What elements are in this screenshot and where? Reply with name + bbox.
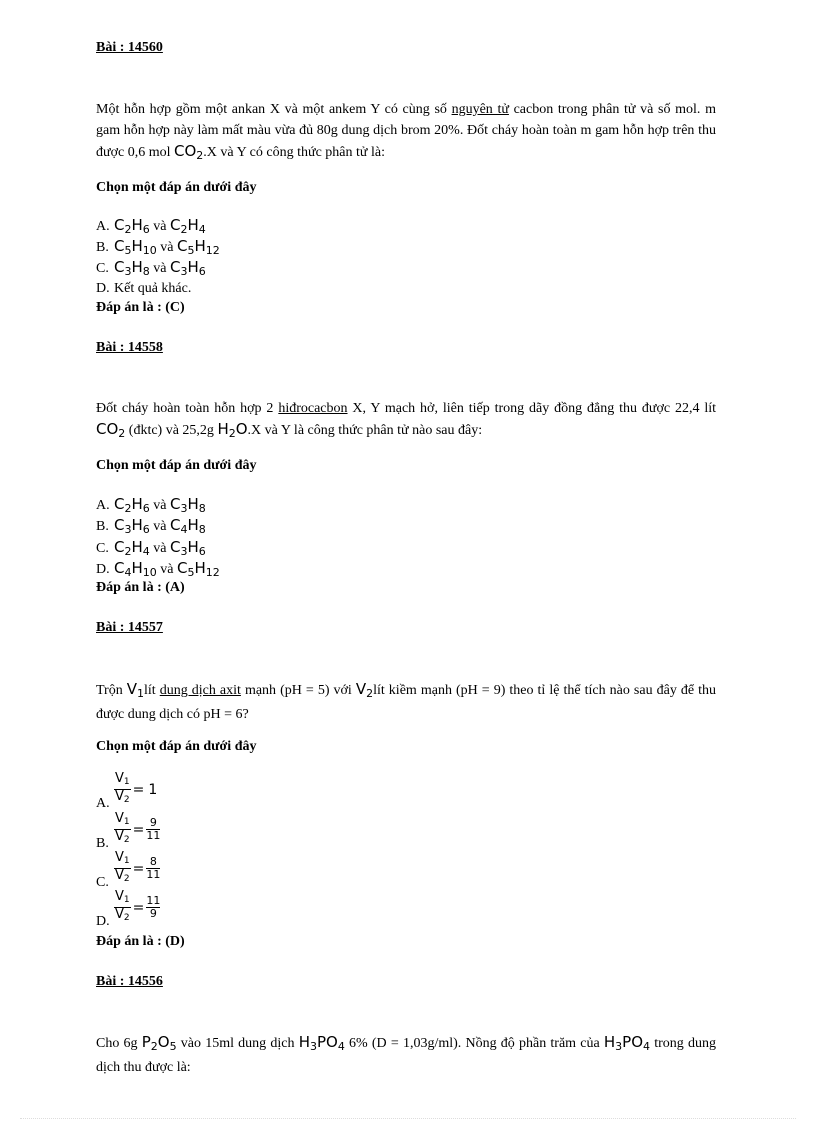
option-c[interactable]: C. $C_2H_4$ và $C_3H_6$ (96, 538, 206, 558)
answer-text: Đáp án là : (D) (96, 934, 185, 949)
option-b[interactable]: B. $C_5H_{10}$ và $C_5H_{12}$ (96, 237, 220, 257)
problem-heading: Bài : 14558 (96, 340, 163, 355)
choose-prompt: Chọn một đáp án dưới đây (96, 458, 257, 473)
answer-text: Đáp án là : (C) (96, 300, 185, 315)
option-d[interactable]: D. $C_4H_{10}$ và $C_5H_{12}$ (96, 559, 220, 579)
problem-heading: Bài : 14560 (96, 40, 163, 55)
option-a[interactable]: A. $C_2H_6$ và $C_2H_4$ (96, 216, 206, 236)
term-link[interactable]: dung dịch axit (159, 683, 241, 698)
option-c[interactable]: C. $C_3H_8$ và $C_3H_6$ (96, 258, 206, 278)
problem-text: Đốt cháy hoàn toàn hỗn hợp 2 hiđrocacbon X, Y mạch hở, liên tiếp trong dãy đồng đẳng thu được 22,4 lít $CO_2$ (đktc) và 25,2g $H_2O.X$ và Y là công thức phân tử nào sau đây: (96, 401, 716, 440)
formula-co2: $CO_2$ (96, 420, 126, 440)
formula-v2: $V_2$ (355, 680, 374, 700)
page-bottom-rule (20, 1118, 796, 1119)
option-d[interactable]: D. Kết quả khác. (96, 281, 192, 296)
option-d[interactable]: D. $\frac{V_1}{V_2}$ = $\frac{11}{9}$ (96, 889, 161, 929)
formula-h3po4: $H_3PO_4$ (298, 1033, 345, 1053)
answer-text: Đáp án là : (A) (96, 580, 185, 595)
option-c[interactable]: C. $\frac{V_1}{V_2}$ = $\frac{8}{11}$ (96, 850, 161, 890)
formula-p2o5: $P_2O_5$ (141, 1033, 177, 1053)
option-b[interactable]: B. $C_3H_6$ và $C_4H_8$ (96, 516, 206, 536)
option-a[interactable]: A. $C_2H_6$ và $C_3H_8$ (96, 495, 206, 515)
formula-co2: $CO_2$ (173, 142, 204, 162)
choose-prompt: Chọn một đáp án dưới đây (96, 180, 257, 195)
option-a[interactable]: A. $\frac{V_1}{V_2}$ = 1 (96, 771, 158, 811)
formula-h2o: $H_2O$ (217, 420, 248, 440)
problem-text: Cho 6g $P_2O_5$ vào 15ml dung dịch $H_3PO_4$ 6% (D = 1,03g/ml). Nồng độ phần trăm của $H_3PO_4$ trong dung dịch thu được là: (96, 1033, 716, 1075)
formula-h3po4: $H_3PO_4$ (603, 1033, 651, 1053)
choose-prompt: Chọn một đáp án dưới đây (96, 739, 257, 754)
formula-v1: $V_1$ (126, 680, 145, 700)
problem-heading: Bài : 14557 (96, 620, 163, 635)
problem-text: Trộn $V_1lít$ dung dịch axit mạnh (pH = 5) với $V_2lít$ kiềm mạnh (pH = 9) theo tỉ lệ thể tích nào sau đây để thu được dung dịch có pH = 6? (96, 680, 716, 722)
problem-text: Một hỗn hợp gồm một ankan X và một ankem Y có cùng số nguyên tử cacbon trong phân tử và số mol. m gam hỗn hợp này làm mất màu vừa đủ 80g dung dịch brom 20%. Đốt cháy hoàn toàn m gam hỗn hợp trên thu được 0,6 mol $CO_2.X$ và Y có công thức phân tử là: (96, 102, 716, 162)
problem-heading: Bài : 14556 (96, 974, 163, 989)
option-b[interactable]: B. $\frac{V_1}{V_2}$ = $\frac{9}{11}$ (96, 811, 161, 851)
term-link[interactable]: nguyên tử (451, 102, 509, 117)
term-link[interactable]: hiđrocacbon (278, 401, 348, 416)
